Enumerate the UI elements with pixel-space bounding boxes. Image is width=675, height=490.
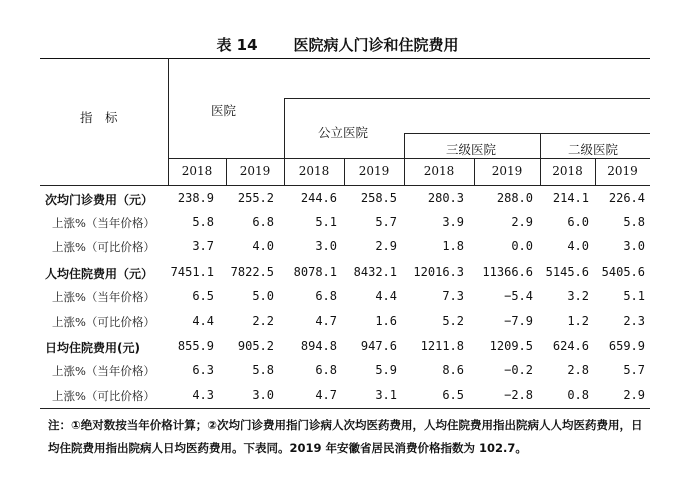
table-cell: 3.7 — [192, 239, 214, 253]
year-header: 2018 — [552, 164, 583, 178]
table-cell: 3.2 — [567, 289, 589, 303]
table-cell: 2.2 — [252, 314, 274, 328]
table-cell: 2.3 — [623, 314, 645, 328]
table-cell: 8432.1 — [353, 265, 397, 279]
row-sublabel: 上涨%（当年价格） — [52, 364, 155, 378]
table-cell: 3.0 — [315, 239, 337, 253]
table-cell: 11366.6 — [482, 265, 533, 279]
table-cell: 5.1 — [623, 289, 645, 303]
table-cell: 280.3 — [427, 191, 464, 205]
table-cell: 5145.6 — [545, 265, 589, 279]
table-cell: 6.0 — [567, 215, 589, 229]
table-cell: 5405.6 — [601, 265, 645, 279]
row-sublabel: 上涨%（当年价格） — [52, 290, 155, 304]
table-cell: 4.4 — [375, 289, 397, 303]
table-cell: 1211.8 — [420, 339, 464, 353]
table-cell: 624.6 — [552, 339, 589, 353]
table-number: 表 14 — [216, 36, 258, 54]
table-cell: 5.8 — [192, 215, 214, 229]
table-cell: 4.4 — [192, 314, 214, 328]
table-cell: 8078.1 — [293, 265, 337, 279]
table-cell: 1209.5 — [489, 339, 533, 353]
tier-rule — [404, 133, 650, 134]
table-cell: 2.8 — [567, 363, 589, 377]
row-sublabel: 上涨%（当年价格） — [52, 216, 155, 230]
table-cell: 4.7 — [315, 314, 337, 328]
table-cell: −7.9 — [504, 314, 533, 328]
row-sublabel: 上涨%（可比价格） — [52, 240, 155, 254]
tier2-header: 二级医院 — [568, 142, 619, 157]
year-header: 2019 — [607, 164, 638, 178]
table-cell: −2.8 — [504, 388, 533, 402]
table-cell: 214.1 — [552, 191, 589, 205]
table-cell: 6.8 — [315, 289, 337, 303]
table-cell: 6.3 — [192, 363, 214, 377]
table-bottom-rule — [40, 408, 650, 409]
table-cell: 1.2 — [567, 314, 589, 328]
table-cell: 6.8 — [252, 215, 274, 229]
table-cell: 2.9 — [511, 215, 533, 229]
table-cell: 5.0 — [252, 289, 274, 303]
table-cell: 8.6 — [442, 363, 464, 377]
row-sublabel: 上涨%（可比价格） — [52, 389, 155, 403]
table-cell: 5.9 — [375, 363, 397, 377]
top-rule — [40, 58, 650, 59]
row-label: 人均住院费用（元） — [45, 267, 154, 281]
table-cell: 5.8 — [623, 215, 645, 229]
table-cell: 947.6 — [360, 339, 397, 353]
table-cell: 7.3 — [442, 289, 464, 303]
year-header: 2019 — [491, 164, 523, 178]
table-cell: 3.9 — [442, 215, 464, 229]
hospital-header: 医院 — [211, 103, 237, 118]
table-cell: 12016.3 — [413, 265, 464, 279]
tier3-header: 三级医院 — [446, 142, 497, 157]
table-cell: 2.9 — [375, 239, 397, 253]
public-hospital-rule — [284, 98, 650, 99]
table-cell: 7822.5 — [230, 265, 274, 279]
table-title-text: 医院病人门诊和住院费用 — [293, 36, 459, 54]
indicator-header: 指 标 — [80, 110, 118, 125]
table-cell: 5.2 — [442, 314, 464, 328]
table-cell: 5.1 — [315, 215, 337, 229]
table-cell: 6.5 — [442, 388, 464, 402]
table-cell: −5.4 — [504, 289, 533, 303]
year-header: 2018 — [181, 164, 213, 178]
table-cell: 5.7 — [623, 363, 645, 377]
table-cell: 0.8 — [567, 388, 589, 402]
year-header: 2018 — [298, 164, 330, 178]
table-cell: 244.6 — [300, 191, 337, 205]
table-cell: 659.9 — [608, 339, 645, 353]
year-header: 2018 — [423, 164, 455, 178]
table-cell: 6.8 — [315, 363, 337, 377]
table-cell: 226.4 — [608, 191, 645, 205]
table-cell: 1.8 — [442, 239, 464, 253]
table-cell: 855.9 — [177, 339, 214, 353]
table-cell: 255.2 — [237, 191, 274, 205]
table-cell: 894.8 — [300, 339, 337, 353]
row-label: 日均住院费用(元) — [45, 341, 140, 355]
table-cell: 4.3 — [192, 388, 214, 402]
table-cell: 0.0 — [511, 239, 533, 253]
table-cell: 5.7 — [375, 215, 397, 229]
year-rule — [168, 158, 650, 159]
table-cell: 3.0 — [252, 388, 274, 402]
table-cell: 7451.1 — [170, 265, 214, 279]
table-cell: 4.0 — [252, 239, 274, 253]
table-title — [0, 34, 675, 55]
year-header: 2019 — [358, 164, 390, 178]
table-cell: 4.7 — [315, 388, 337, 402]
year-header: 2019 — [239, 164, 271, 178]
table-cell: 3.1 — [375, 388, 397, 402]
table-cell: 3.0 — [623, 239, 645, 253]
table-cell: −0.2 — [504, 363, 533, 377]
table-cell: 6.5 — [192, 289, 214, 303]
table-cell: 2.9 — [623, 388, 645, 402]
table-cell: 1.6 — [375, 314, 397, 328]
table-cell: 288.0 — [496, 191, 533, 205]
table-cell: 258.5 — [360, 191, 397, 205]
table-cell: 4.0 — [567, 239, 589, 253]
table-cell: 905.2 — [237, 339, 274, 353]
table-note: 注：①绝对数按当年价格计算；②次均门诊费用指门诊病人次均医药费用，人均住院费用指出院病人人均医药费用，日均住院费用指出院病人日均医药费用。下表同。2019 年安徽省居民消费价格指数为 102.7。 — [48, 418, 643, 455]
table-cell: 5.8 — [252, 363, 274, 377]
table-cell: 238.9 — [177, 191, 214, 205]
header-bottom-rule — [40, 185, 650, 186]
public-hospital-header: 公立医院 — [318, 125, 369, 140]
row-sublabel: 上涨%（可比价格） — [52, 315, 155, 329]
row-label: 次均门诊费用（元） — [45, 193, 154, 207]
